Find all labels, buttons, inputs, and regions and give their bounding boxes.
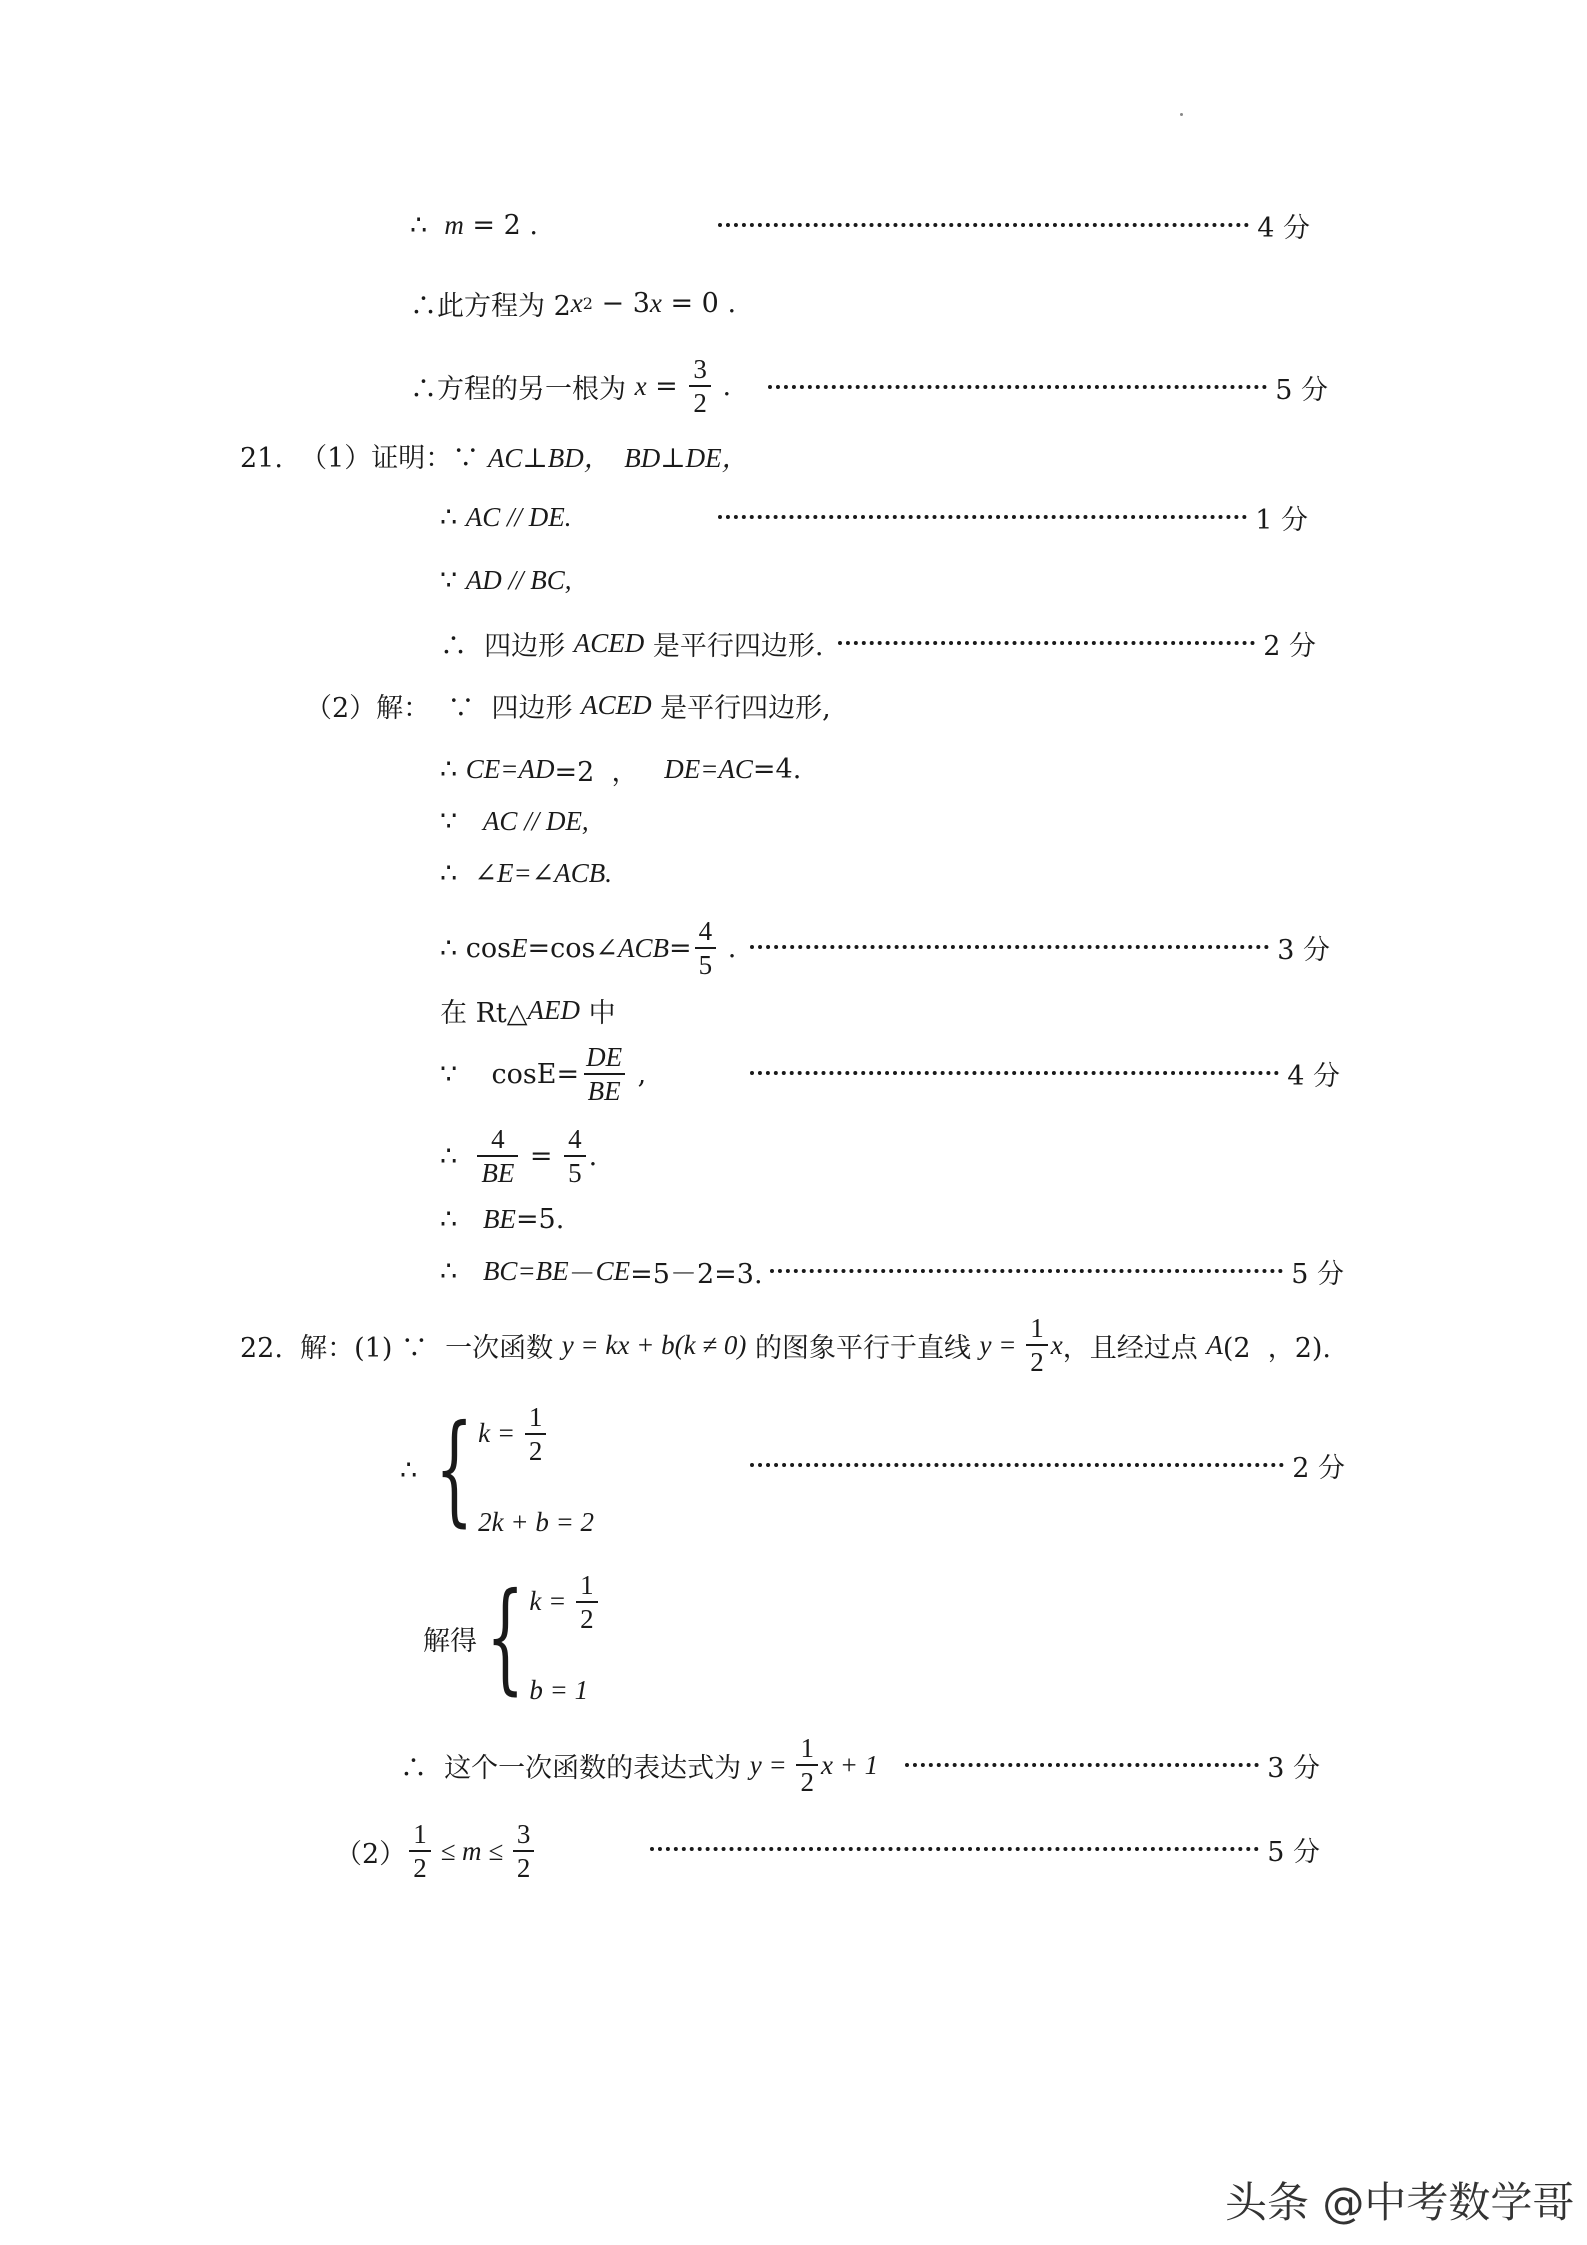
q21-part1-header: 21. （1）证明：∵ AC⊥BD， BD⊥DE，: [240, 442, 749, 474]
line-m-equals-2: ∴ m = 2 .: [410, 209, 538, 241]
line-proportion: ∴ $\frac{4}{BE}$ = $\frac{4}{5}$ .: [440, 1123, 598, 1188]
fraction: $\frac{1}{2}$: [576, 1571, 598, 1634]
line-rt-triangle: 在 Rt△ AED 中: [440, 994, 616, 1029]
q21-part2-header: （2）解： ∵ 四边形 ACED 是平行四边形,: [305, 689, 831, 724]
line-other-root: ∴方程的另一根为 x = $\frac{3}{2}$ .: [410, 353, 732, 418]
fraction: $\frac{1}{2}$: [1026, 1314, 1048, 1377]
fraction: $\frac{3}{2}$: [689, 355, 711, 418]
score-leader-3: [768, 352, 1328, 422]
score-label: 4 分: [1257, 212, 1310, 244]
line-cos-e-ratio: ∵ cosE= $\frac{DE}{BE}$ ,: [440, 1041, 647, 1106]
line-ac-parallel-de: ∴ AC // DE.: [440, 501, 572, 533]
score-label: 5 分: [1291, 1258, 1344, 1290]
score-leader-5: [718, 482, 1308, 552]
line-ac-parallel-de-2: ∵ AC // DE,: [440, 805, 589, 837]
left-brace: {: [486, 1568, 525, 1707]
score-label: 3 分: [1267, 1752, 1320, 1784]
watermark: 头条 @中考数学哥: [1225, 2178, 1575, 2227]
score-leader-21: [905, 1730, 1320, 1800]
left-brace: {: [434, 1400, 474, 1539]
score-label: 5 分: [1275, 374, 1328, 406]
score-leader-12: [750, 912, 1330, 982]
line-system-2: 解得 { k = $\frac{1}{2}$ b = 1: [423, 1568, 601, 1708]
fraction: $\frac{4}{5}$: [695, 917, 717, 980]
fraction: $\frac{1}{2}$: [525, 1403, 547, 1466]
score-label: 2 分: [1263, 630, 1316, 662]
fraction: $\frac{DE}{BE}$: [582, 1043, 626, 1106]
score-label: 2 分: [1292, 1452, 1345, 1484]
line-parallelogram: ∴ 四边形 ACED 是平行四边形.: [440, 627, 824, 662]
stray-dot: [1180, 113, 1183, 116]
score-leader-19: [750, 1430, 1345, 1500]
line-system-1: ∴ { k = $\frac{1}{2}$ 2k + b = 2: [400, 1400, 595, 1539]
score-leader-14: [750, 1038, 1340, 1108]
line-be-equals-5: ∴ BE =5.: [440, 1203, 565, 1235]
line-ad-parallel-bc: ∵ AD // BC,: [440, 564, 572, 596]
line-ce-ad: ∴ CE=AD =2 ， DE=AC =4.: [440, 753, 802, 788]
fraction: $\frac{4}{BE}$: [477, 1125, 518, 1188]
line-bc-result: ∴ BC=BE － CE =5－2=3.: [440, 1255, 763, 1290]
fraction: $\frac{4}{5}$: [564, 1125, 586, 1188]
score-leader-22: [650, 1814, 1320, 1884]
fraction: $\frac{1}{2}$: [409, 1820, 431, 1883]
fraction: $\frac{1}{2}$: [796, 1734, 818, 1797]
q22-part2: （2） $\frac{1}{2}$ ≤ m ≤ $\frac{3}{2}$: [335, 1806, 537, 1896]
score-leader-7: [838, 608, 1316, 678]
equation-system: { k = $\frac{1}{2}$ b = 1: [477, 1571, 601, 1706]
fraction: $\frac{3}{2}$: [513, 1820, 535, 1883]
line-equation: ∴此方程为 2 x 2 − 3 x = 0 .: [410, 287, 737, 322]
score-leader-1: [718, 190, 1310, 260]
score-label: 4 分: [1287, 1060, 1340, 1092]
score-label: 5 分: [1267, 1836, 1320, 1868]
score-leader-17: [770, 1236, 1344, 1306]
q22-part1-header: 22. 解：(1) ∵ 一次函数 y = kx + b(k ≠ 0) 的图象平行于直线 y = $\frac{1}{2}$ x ，且经过点 A (2 ，2).: [240, 1312, 1332, 1377]
line-function-expression: ∴ 这个一次函数的表达式为 y = $\frac{1}{2}$ x + 1: [400, 1732, 879, 1797]
equation-system: { k = $\frac{1}{2}$ 2k + b = 2: [434, 1400, 595, 1539]
line-angle-e: ∴ ∠E=∠ACB.: [440, 857, 613, 889]
line-cos-e: ∴ cos E =cos∠ ACB = $\frac{4}{5}$ .: [440, 915, 737, 980]
score-label: 3 分: [1277, 934, 1330, 966]
score-label: 1 分: [1255, 504, 1308, 536]
